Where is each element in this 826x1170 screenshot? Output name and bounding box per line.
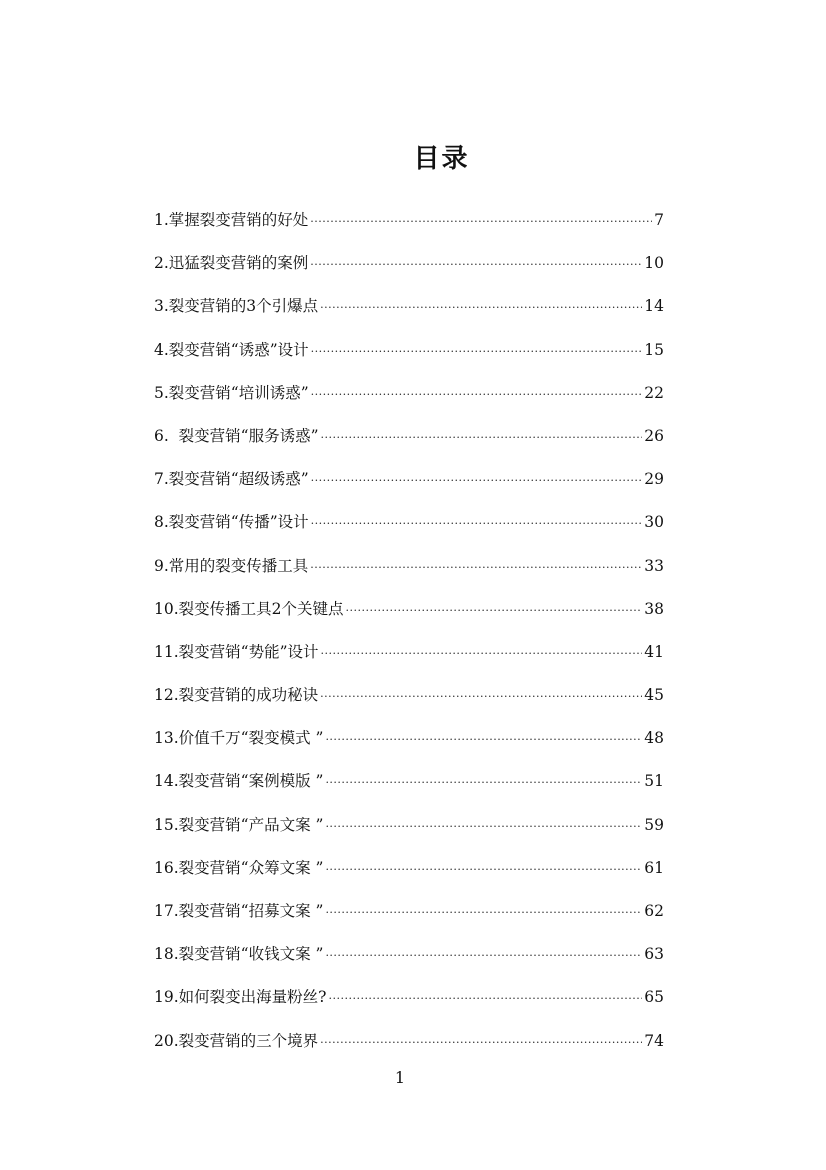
toc-entry-label: 11.裂变营销“势能”设计 [154,642,319,661]
toc-entry[interactable] [154,291,664,334]
toc-dot-leader [321,420,643,450]
toc-entry[interactable] [154,551,664,594]
toc-entry-label: 20.裂变营销的三个境界 [154,1031,319,1050]
toc-dot-leader [310,550,642,580]
toc-entry[interactable] [154,205,664,248]
toc-entry-page: 29 [644,470,664,489]
toc-entry[interactable] [154,594,664,637]
toc-dot-leader [311,377,643,407]
toc-entry[interactable] [154,982,664,1025]
toc-dot-leader [311,463,643,493]
toc-entry-label: 16.裂变营销“众筹文案 ” [154,858,324,877]
toc-entry[interactable] [154,378,664,421]
toc-entry-page: 14 [644,297,664,316]
toc-entry-label: 5.裂变营销“培训诱惑” [154,383,309,402]
toc-entry-label: 14.裂变营销“案例模版 ” [154,772,324,791]
toc-entry-label: 17.裂变营销“招募文案 ” [154,902,324,920]
toc-entry-label: 1.掌握裂变营销的好处 [154,211,309,229]
toc-entry-label: 4.裂变营销“诱惑”设计 [154,340,309,359]
toc-dot-leader [325,722,642,752]
page-number: 1 [394,1068,406,1087]
toc-entry[interactable] [154,637,664,680]
toc-dot-leader [328,981,642,1011]
toc-dot-leader [325,852,642,882]
toc-entry-page: 74 [644,1031,664,1050]
table-of-contents [154,205,664,1069]
toc-entry[interactable] [154,939,664,982]
toc-entry-page: 65 [644,988,664,1007]
toc-entry-label: 2.迅猛裂变营销的案例 [154,254,309,273]
toc-dot-leader [320,290,642,320]
toc-entry-page: 63 [644,945,664,964]
toc-dot-leader [325,895,642,925]
toc-dot-leader [310,247,642,277]
toc-entry[interactable] [154,335,664,378]
toc-entry-label: 13.价值千万“裂变模式 ” [154,729,324,748]
toc-entry-label: 8.裂变营销“传播”设计 [154,513,309,532]
toc-entry-page: 33 [644,556,664,575]
toc-entry[interactable] [154,853,664,896]
toc-dot-leader [325,938,642,968]
toc-dot-leader [310,204,652,234]
toc-entry-label: 6. 裂变营销“服务诱惑” [154,426,319,445]
toc-dot-leader [325,765,642,795]
toc-entry[interactable] [154,723,664,766]
toc-entry-page: 15 [644,340,664,359]
page-title: 目录 [413,144,470,174]
toc-entry[interactable] [154,421,664,464]
toc-entry-page: 10 [644,254,664,273]
toc-entry-page: 7 [654,211,664,229]
toc-entry-page: 45 [644,686,664,705]
toc-entry[interactable] [154,464,664,507]
toc-entry-label: 15.裂变营销“产品文案 ” [154,815,324,834]
toc-entry-page: 59 [644,815,664,834]
toc-entry-label: 7.裂变营销“超级诱惑” [154,470,309,489]
toc-entry-label: 19.如何裂变出海量粉丝? [154,988,327,1007]
toc-entry-page: 51 [644,772,664,791]
toc-entry-label: 9.常用的裂变传播工具 [154,556,309,575]
toc-entry[interactable] [154,766,664,809]
toc-entry[interactable] [154,248,664,291]
toc-entry-label: 12.裂变营销的成功秘诀 [154,686,319,705]
toc-entry-page: 22 [644,383,664,402]
toc-entry[interactable] [154,507,664,550]
toc-entry-label: 3.裂变营销的3个引爆点 [154,297,319,316]
toc-entry[interactable] [154,810,664,853]
toc-dot-leader [325,809,642,839]
toc-entry-label: 10.裂变传播工具2个关键点 [154,599,344,618]
toc-entry[interactable] [154,896,664,939]
toc-dot-leader [320,679,642,709]
toc-entry-page: 30 [644,513,664,532]
toc-entry-page: 62 [644,902,664,920]
toc-entry-label: 18.裂变营销“收钱文案 ” [154,945,324,964]
toc-entry-page: 26 [644,426,664,445]
toc-entry[interactable] [154,680,664,723]
toc-entry[interactable] [154,1026,664,1069]
toc-dot-leader [346,593,643,623]
toc-entry-page: 38 [644,599,664,618]
toc-entry-page: 61 [644,858,664,877]
toc-entry-page: 48 [644,729,664,748]
toc-dot-leader [320,1025,642,1055]
toc-dot-leader [311,334,643,364]
toc-dot-leader [321,636,643,666]
toc-entry-page: 41 [644,642,664,661]
toc-dot-leader [311,506,643,536]
